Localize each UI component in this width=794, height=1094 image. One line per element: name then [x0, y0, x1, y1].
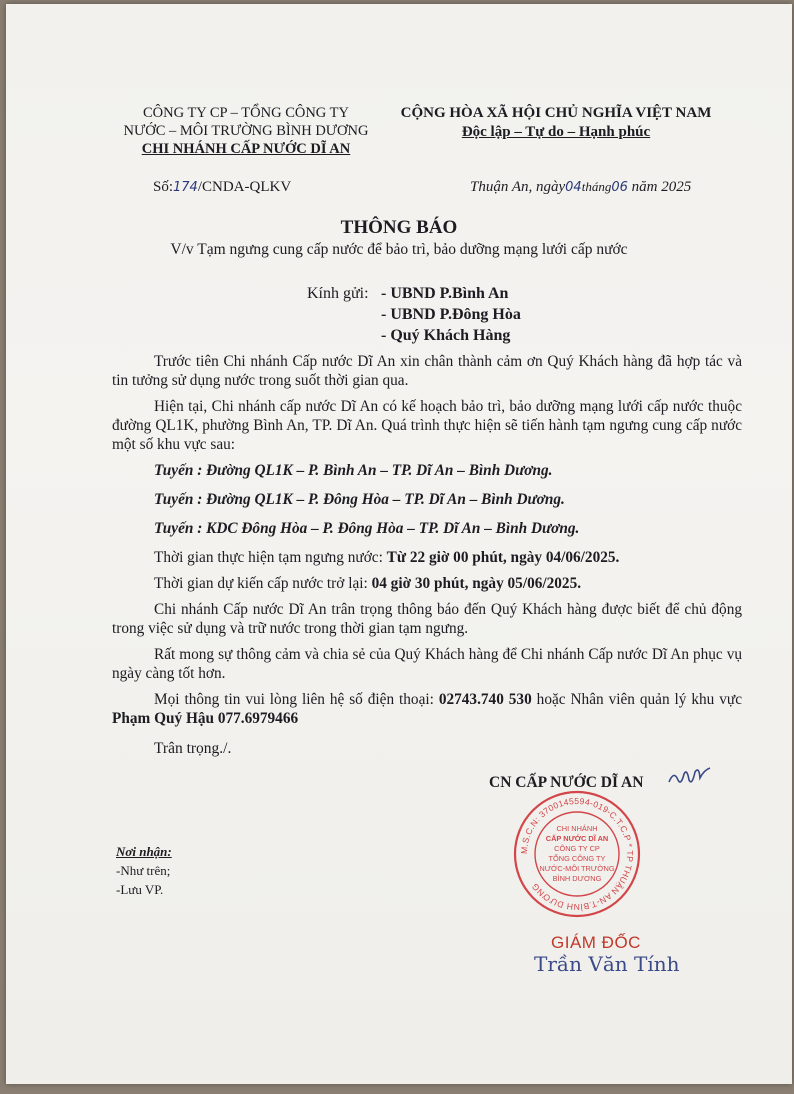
recipients-block — [307, 283, 521, 346]
closing-text: Trân trọng./. — [154, 740, 232, 757]
stamp-line: CẤP NƯỚC DĨ AN — [545, 834, 609, 843]
route-item: Tuyến : Đường QL1K – P. Đông Hòa – TP. Dĩ An – Bình Dương. — [154, 491, 565, 508]
stop-time: Thời gian thực hiện tạm ngưng nước: Từ 22 giờ 00 phút, ngày 04/06/2025. — [154, 549, 620, 566]
handwritten-number: 174 — [173, 180, 198, 195]
route-item: Tuyến : KDC Đông Hòa – P. Đông Hòa – TP. Dĩ An – Bình Dương. — [154, 520, 580, 537]
stamp-line: CÔNG TY CP — [554, 844, 600, 853]
paragraph-notice: Chi nhánh Cấp nước Dĩ An trân trọng thông báo đến Quý Khách hàng được biết để chủ động trong việc sử dụng và trữ nước trong thời gian tạm ngưng. — [112, 601, 742, 637]
initial-signature — [666, 764, 714, 790]
company-stamp — [512, 789, 642, 919]
receivers-label: Nơi nhận: — [116, 844, 172, 859]
handwritten-month: 06 — [611, 180, 628, 195]
resume-time: Thời gian dự kiến cấp nước trở lại: 04 giờ 30 phút, ngày 05/06/2025. — [154, 575, 582, 592]
org-line-1: CÔNG TY CP – TỔNG CÔNG TY — [143, 105, 349, 121]
receiver-item: -Lưu VP. — [116, 882, 164, 897]
handwritten-day: 04 — [565, 180, 582, 195]
org-line-2: NƯỚC – MÔI TRƯỜNG BÌNH DƯƠNG — [123, 123, 369, 139]
signer-organization: CN CẤP NƯỚC DĨ AN — [489, 774, 644, 791]
organization-block — [106, 104, 386, 158]
nation-motto: Độc lập – Tự do – Hạnh phúc — [461, 124, 651, 140]
signer-position: GIÁM ĐỐC — [551, 933, 641, 952]
recipient-item: - UBND P.Đông Hòa — [381, 306, 521, 323]
paragraph-plan: Hiện tại, Chi nhánh cấp nước Dĩ An có kế hoạch bảo trì, bảo dưỡng mạng lưới cấp nước thuộc đường QL1K, phường Bình An, TP. Dĩ An. Quá trình thực hiện sẽ tiến hành tạm ngưng cung cấp nước một số khu vực sau: — [112, 398, 742, 453]
stamp-line: NƯỚC-MÔI TRƯỜNG — [539, 864, 615, 873]
route-item: Tuyến : Đường QL1K – P. Bình An – TP. Dĩ An – Bình Dương. — [154, 462, 553, 479]
receivers-block — [116, 842, 172, 899]
paragraph-thanks: Trước tiên Chi nhánh Cấp nước Dĩ An xin chân thành cảm ơn Quý Khách hàng đã hợp tác và tin tưởng sử dụng nước trong suốt thời gian qua. — [112, 353, 742, 389]
org-line-3: CHI NHÁNH CẤP NƯỚC DĨ AN — [141, 141, 351, 157]
recipient-item: - Quý Khách Hàng — [381, 327, 511, 344]
stamp-line: CHI NHÁNH — [556, 824, 598, 833]
stamp-line: BÌNH DƯƠNG — [552, 874, 602, 883]
recipients-label: Kính gửi: — [307, 285, 369, 302]
issue-date: Thuận An, ngày04tháng06 năm 2025 — [470, 179, 692, 195]
stamp-ring-text: M.S.C.N: 3700145594-019-C.T.C.P * TP THUẬN AN-T.BÌNH DƯƠNG — [518, 795, 636, 913]
document-number: Số:174/CNDA-QLKV — [153, 179, 292, 195]
contact-info: Mọi thông tin vui lòng liên hệ số điện thoại: 02743.740 530 hoặc Nhân viên quản lý khu vực Phạm Quý Hậu 077.6979466 — [112, 691, 742, 727]
nation-title: CỘNG HÒA XÃ HỘI CHỦ NGHĨA VIỆT NAM — [400, 105, 712, 121]
paragraph-apology: Rất mong sự thông cảm và chia sẻ của Quý Khách hàng để Chi nhánh Cấp nước Dĩ An phục vụ ngày càng tốt hơn. — [112, 646, 742, 682]
national-header — [376, 104, 736, 142]
document-page — [6, 4, 792, 1084]
document-title: THÔNG BÁO — [340, 217, 458, 238]
signer-name: Trần Văn Tính — [534, 952, 680, 976]
recipient-item: - UBND P.Bình An — [381, 285, 509, 302]
document-body — [112, 352, 742, 735]
receiver-item: -Như trên; — [116, 863, 171, 878]
stamp-line: TỔNG CÔNG TY — [548, 854, 606, 863]
document-subject: V/v Tạm ngưng cung cấp nước để bảo trì, bảo dưỡng mạng lưới cấp nước — [170, 241, 628, 258]
